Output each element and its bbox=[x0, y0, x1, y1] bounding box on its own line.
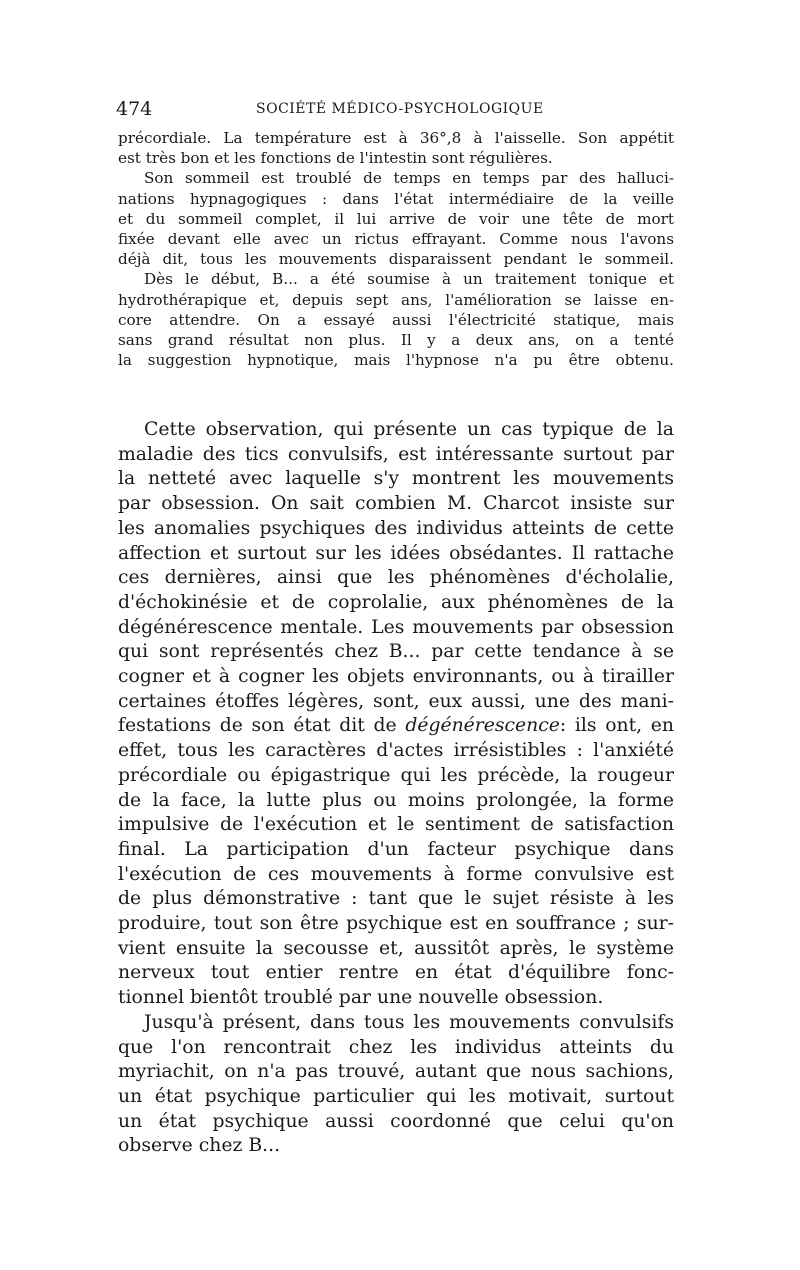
text-line: core attendre. On a essayé aussi l'électricité statique, mais bbox=[118, 310, 674, 329]
text-line: tionnel bientôt troublé par une nouvelle obsession. bbox=[118, 987, 604, 1009]
text-line: que l'on rencontrait chez les individus atteints du bbox=[118, 1036, 674, 1058]
text-line: cogner et à cogner les objets environnants, ou à tirailler bbox=[118, 666, 674, 688]
paragraph-temperature bbox=[118, 128, 674, 168]
text-line: déjà dit, tous les mouvements disparaissent pendant le sommeil. bbox=[118, 250, 674, 269]
text-line: affection et surtout sur les idées obsédantes. Il rattache bbox=[118, 542, 674, 564]
text-line: effet, tous les caractères d'actes irrésistibles : l'anxiété bbox=[118, 740, 674, 762]
text-line: Jusqu'à présent, dans tous les mouvements convulsifs bbox=[144, 1011, 674, 1033]
running-title: SOCIÉTÉ MÉDICO-PSYCHOLOGIQUE bbox=[256, 101, 544, 117]
text-line: myriachit, on n'a pas trouvé, autant que nous sachions, bbox=[118, 1061, 674, 1083]
paragraph-sleep bbox=[118, 168, 674, 269]
paragraph-myriachit bbox=[118, 1011, 674, 1159]
text-line: hydrothérapique et, depuis sept ans, l'amélioration se laisse en- bbox=[118, 290, 674, 309]
text-line: dégénérescence mentale. Les mouvements par obsession bbox=[118, 616, 674, 638]
text-line: la netteté avec laquelle s'y montrent les mouvements bbox=[118, 468, 674, 490]
text-line: et du sommeil complet, il lui arrive de voir une tête de mort bbox=[118, 209, 674, 228]
text-line: les anomalies psychiques des individus atteints de cette bbox=[118, 517, 674, 539]
text-line: certaines étoffes légères, sont, eux aussi, une des mani- bbox=[118, 690, 674, 712]
text-line: produire, tout son être psychique est en souffrance ; sur- bbox=[118, 913, 674, 935]
text-line: impulsive de l'exécution et le sentiment de satisfaction bbox=[118, 814, 674, 836]
text-line: nations hypnagogiques : dans l'état intermédiaire de la veille bbox=[118, 189, 674, 208]
text-line: de la face, la lutte plus ou moins prolongée, la forme bbox=[118, 789, 674, 811]
page-header bbox=[116, 98, 676, 124]
page-number: 474 bbox=[116, 98, 153, 120]
text-line: Son sommeil est troublé de temps en temps par des halluci- bbox=[144, 169, 674, 188]
italic-term: dégénérescence bbox=[405, 715, 560, 737]
case-report-text bbox=[118, 128, 674, 370]
text-line: final. La participation d'un facteur psychique dans bbox=[118, 838, 674, 860]
text-line: de plus démonstrative : tant que le sujet résiste à les bbox=[118, 888, 674, 910]
text-segment: festations de son état dit de bbox=[118, 715, 406, 737]
paragraph-treatment bbox=[118, 269, 674, 370]
text-line: Cette observation, qui présente un cas typique de la bbox=[144, 419, 674, 440]
text-line: précordiale ou épigastrique qui les précède, la rougeur bbox=[118, 764, 674, 786]
text-line: sans grand résultat non plus. Il y a deux ans, on a tenté bbox=[118, 331, 674, 350]
text-line: nerveux tout entier rentre en état d'équilibre fonc- bbox=[118, 962, 674, 984]
text-line: la suggestion hypnotique, mais l'hypnose n'a pu être obtenu. bbox=[118, 351, 674, 370]
paragraph-observation bbox=[118, 418, 674, 1011]
text-line-with-italic bbox=[118, 714, 674, 739]
text-line: Dès le début, B... a été soumise à un traitement tonique et bbox=[144, 270, 674, 289]
text-line: vient ensuite la secousse et, aussitôt après, le système bbox=[118, 937, 674, 959]
text-line: qui sont représentés chez B... par cette tendance à se bbox=[118, 641, 674, 663]
text-line: un état psychique particulier qui les motivait, surtout bbox=[118, 1085, 674, 1107]
text-line: l'exécution de ces mouvements à forme convulsive est bbox=[118, 863, 674, 885]
text-line: précordiale. La température est à 36°,8 à l'aisselle. Son appétit bbox=[118, 129, 674, 147]
text-line: un état psychique aussi coordonné que celui qu'on bbox=[118, 1110, 674, 1132]
text-segment: : ils ont, en bbox=[559, 715, 674, 737]
text-line: observe chez B... bbox=[118, 1135, 281, 1157]
text-line: ces dernières, ainsi que les phénomènes d'écholalie, bbox=[118, 567, 674, 589]
text-line: par obsession. On sait combien M. Charcot insiste sur bbox=[118, 493, 674, 515]
discussion-text bbox=[118, 418, 674, 1159]
text-line: est très bon et les fonctions de l'intestin sont régulières. bbox=[118, 149, 553, 168]
text-line: maladie des tics convulsifs, est intéressante surtout par bbox=[118, 443, 674, 465]
text-line: fixée devant elle avec un rictus effrayant. Comme nous l'avons bbox=[118, 230, 674, 249]
text-line: d'échokinésie et de coprolalie, aux phénomènes de la bbox=[118, 591, 674, 613]
